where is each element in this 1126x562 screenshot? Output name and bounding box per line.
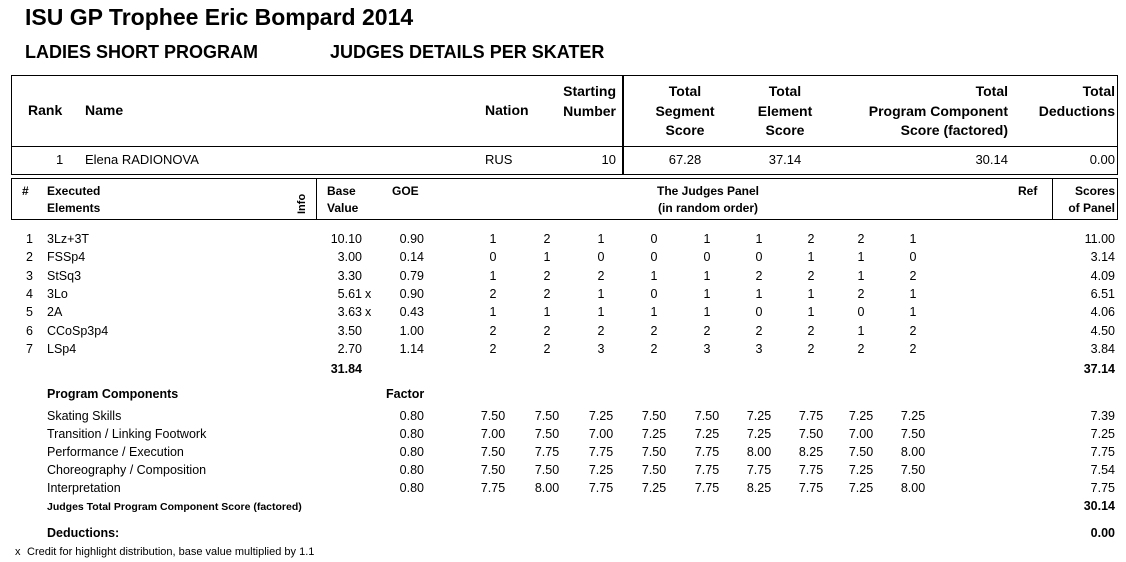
element-base-value: 2.70: [337, 341, 362, 356]
skater-rank: 1: [56, 152, 64, 167]
element-number: 2: [26, 250, 33, 265]
element-number: 3: [26, 268, 33, 283]
element-panel-score: 4.06: [1090, 305, 1115, 320]
judge-mark: 2: [489, 323, 497, 338]
header-scores-of-panel: Scores of Panel: [1068, 184, 1115, 215]
footnote-mark: x: [15, 546, 21, 558]
element-goe: 0.79: [399, 268, 424, 283]
element-base-value: 3.00: [337, 250, 362, 265]
element-number: 6: [26, 323, 33, 338]
judge-mark: 1: [807, 286, 815, 301]
divider-scores: [1052, 178, 1053, 220]
segment-title: LADIES SHORT PROGRAM: [25, 42, 259, 62]
judge-mark: 7.00: [480, 427, 506, 442]
header-tes: Total Element Score: [757, 83, 813, 138]
report-title: JUDGES DETAILS PER SKATER: [330, 42, 605, 62]
element-panel-score: 11.00: [1084, 232, 1115, 246]
element-name: StSq3: [47, 268, 82, 283]
element-goe: 0.90: [399, 286, 424, 301]
judge-mark: 1: [489, 305, 497, 320]
judge-mark: 1: [489, 268, 497, 283]
base-value-total: 31.84: [330, 362, 362, 376]
judge-mark: 2: [857, 341, 865, 356]
component-panel-score: 7.25: [1090, 427, 1115, 442]
judge-mark: 2: [909, 341, 917, 356]
header-deductions: Total Deductions: [1038, 83, 1115, 119]
element-base-value: 3.30: [337, 268, 362, 283]
judge-mark: 2: [650, 323, 658, 338]
judge-mark: 7.75: [798, 481, 824, 496]
judge-mark: 2: [755, 268, 763, 283]
judge-mark: 1: [909, 286, 917, 301]
element-x-mark: x: [365, 286, 372, 301]
judge-mark: 2: [543, 341, 551, 356]
judge-mark: 1: [597, 305, 605, 320]
judge-mark: 1: [650, 305, 658, 320]
header-name: Name: [85, 102, 124, 118]
judge-mark: 2: [755, 323, 763, 338]
judge-mark: 2: [597, 323, 605, 338]
judge-mark: 7.25: [641, 481, 667, 496]
elements-score-total: 37.14: [1083, 362, 1115, 376]
judge-mark: 2: [807, 232, 815, 246]
judge-mark: 7.50: [534, 463, 560, 478]
element-goe: 0.90: [399, 232, 424, 246]
judge-mark: 2: [543, 323, 551, 338]
judge-mark: 1: [909, 232, 917, 246]
judge-mark: 7.75: [694, 481, 720, 496]
footnote-text: Credit for highlight distribution, base value multiplied by 1.1: [27, 546, 315, 558]
judge-mark: 7.75: [798, 463, 824, 478]
element-goe: 0.14: [399, 250, 424, 265]
header-pcs: Total Program Component Score (factored): [868, 83, 1008, 138]
component-name: Performance / Execution: [47, 445, 184, 460]
component-panel-score: 7.39: [1090, 409, 1115, 423]
judge-mark: 1: [543, 250, 551, 265]
judge-mark: 7.25: [848, 409, 874, 423]
judge-mark: 2: [909, 268, 917, 283]
judge-mark: 2: [650, 341, 658, 356]
component-panel-score: 7.75: [1090, 445, 1115, 460]
judge-mark: 7.50: [641, 445, 667, 460]
judge-mark: 0: [703, 250, 711, 265]
judge-mark: 2: [543, 268, 551, 283]
judge-mark: 1: [703, 232, 711, 246]
element-number: 5: [26, 305, 33, 320]
judge-mark: 2: [543, 232, 551, 246]
judge-mark: 8.25: [746, 481, 772, 496]
component-factor: 0.80: [399, 463, 424, 478]
judge-mark: 7.25: [746, 409, 772, 423]
element-goe: 1.00: [399, 323, 424, 338]
component-name: Transition / Linking Footwork: [47, 427, 207, 442]
judge-mark: 1: [489, 232, 497, 246]
element-name: 3Lo: [47, 286, 68, 301]
judge-mark: 2: [909, 323, 917, 338]
judge-mark: 2: [543, 286, 551, 301]
judge-mark: 7.50: [641, 463, 667, 478]
judge-mark: 7.75: [798, 409, 824, 423]
header-nation: Nation: [485, 102, 529, 118]
judge-mark: 7.50: [534, 427, 560, 442]
judge-mark: 0: [650, 286, 658, 301]
judge-mark: 1: [597, 286, 605, 301]
judge-mark: 0: [857, 305, 865, 320]
judge-mark: 2: [857, 232, 865, 246]
judge-mark: 7.50: [534, 409, 560, 423]
element-number: 1: [26, 232, 33, 246]
judge-mark: 2: [807, 341, 815, 356]
deductions-label: Deductions:: [47, 526, 120, 540]
element-base-value: 3.50: [337, 323, 362, 338]
judge-mark: 7.25: [746, 427, 772, 442]
element-panel-score: 3.14: [1090, 250, 1115, 265]
judge-mark: 0: [597, 250, 605, 265]
judge-mark: 1: [755, 232, 763, 246]
element-x-mark: x: [365, 305, 372, 320]
skater-start-number: 10: [601, 152, 616, 167]
skater-tes: 37.14: [768, 152, 802, 167]
header-num: #: [22, 184, 29, 198]
judge-mark: 7.25: [848, 463, 874, 478]
judge-mark: 0: [489, 250, 497, 265]
event-title: ISU GP Trophee Eric Bompard 2014: [25, 4, 414, 30]
header-starting-number: Starting Number: [563, 83, 616, 119]
skater-tss: 67.28: [668, 152, 702, 167]
judge-mark: 1: [703, 268, 711, 283]
element-name: LSp4: [47, 341, 77, 356]
judge-mark: 7.00: [848, 427, 874, 442]
judge-mark: 7.50: [900, 463, 926, 478]
judge-mark: 2: [857, 286, 865, 301]
judge-mark: 7.25: [588, 409, 614, 423]
judge-mark: 1: [650, 268, 658, 283]
judge-mark: 7.50: [848, 445, 874, 460]
judge-mark: 0: [909, 250, 917, 265]
judge-mark: 7.25: [900, 409, 926, 423]
element-panel-score: 4.50: [1090, 323, 1115, 338]
judge-mark: 7.50: [798, 427, 824, 442]
element-base-value: 5.61: [337, 286, 362, 301]
judge-mark: 7.25: [641, 427, 667, 442]
judge-mark: 2: [807, 323, 815, 338]
skater-pcs: 30.14: [975, 152, 1008, 167]
component-factor: 0.80: [399, 481, 424, 496]
pcs-total-value: 30.14: [1083, 499, 1115, 513]
judge-mark: 1: [543, 305, 551, 320]
judge-mark: 7.75: [588, 481, 614, 496]
judge-mark: 7.75: [588, 445, 614, 460]
header-rank: Rank: [28, 102, 63, 118]
component-panel-score: 7.75: [1090, 481, 1115, 496]
skater-nation: RUS: [485, 152, 513, 167]
header-base-value: Base Value: [327, 184, 359, 215]
component-name: Skating Skills: [47, 409, 122, 423]
judge-mark: 1: [703, 305, 711, 320]
judge-mark: 7.25: [694, 427, 720, 442]
judge-mark: 7.50: [900, 427, 926, 442]
judge-mark: 7.50: [480, 463, 506, 478]
judge-mark: 7.50: [480, 445, 506, 460]
judge-mark: 8.00: [746, 445, 772, 460]
judge-mark: 8.00: [534, 481, 560, 496]
element-panel-score: 3.84: [1090, 341, 1115, 356]
element-name: FSSp4: [47, 250, 86, 265]
component-factor: 0.80: [399, 409, 424, 423]
judge-mark: 0: [650, 250, 658, 265]
header-judges-panel: The Judges Panel (in random order): [656, 184, 760, 215]
header-goe: GOE: [392, 184, 419, 198]
judge-mark: 7.50: [641, 409, 667, 423]
judge-mark: 1: [807, 250, 815, 265]
element-name: 2A: [47, 305, 63, 320]
judge-mark: 3: [703, 341, 711, 356]
element-goe: 0.43: [399, 305, 424, 320]
judge-mark: 3: [597, 341, 605, 356]
component-panel-score: 7.54: [1090, 463, 1115, 478]
element-number: 7: [26, 341, 33, 356]
skater-name: Elena RADIONOVA: [85, 152, 199, 167]
judge-mark: 7.75: [746, 463, 772, 478]
judge-mark: 7.50: [480, 409, 506, 423]
judge-mark: 1: [857, 250, 865, 265]
judge-mark: 1: [597, 232, 605, 246]
element-name: CCoSp3p4: [47, 323, 109, 338]
element-name: 3Lz+3T: [47, 232, 90, 246]
header-info: Info: [296, 193, 308, 214]
judge-mark: 0: [650, 232, 658, 246]
element-goe: 1.14: [399, 341, 424, 356]
component-factor: 0.80: [399, 427, 424, 442]
element-panel-score: 6.51: [1090, 286, 1115, 301]
judge-mark: 8.00: [900, 445, 926, 460]
judge-mark: 8.25: [798, 445, 824, 460]
judge-mark: 7.75: [694, 463, 720, 478]
header-tss: Total Segment Score: [655, 83, 715, 138]
skater-deductions: 0.00: [1089, 152, 1115, 167]
judge-mark: 2: [807, 268, 815, 283]
judge-mark: 7.75: [534, 445, 560, 460]
judge-mark: 7.25: [848, 481, 874, 496]
judge-mark: 1: [755, 286, 763, 301]
element-base-value: 10.10: [330, 232, 362, 246]
judge-mark: 1: [909, 305, 917, 320]
judge-mark: 1: [857, 323, 865, 338]
judge-mark: 0: [755, 305, 763, 320]
component-name: Choreography / Composition: [47, 463, 207, 478]
program-components-title: Program Components: [47, 387, 179, 401]
component-name: Interpretation: [47, 481, 121, 496]
judge-mark: 7.25: [588, 463, 614, 478]
judge-mark: 2: [703, 323, 711, 338]
judge-mark: 7.75: [480, 481, 506, 496]
judge-mark: 8.00: [900, 481, 926, 496]
summary-divider: [11, 146, 1118, 147]
judge-mark: 2: [489, 341, 497, 356]
deductions-value: 0.00: [1090, 526, 1115, 540]
judge-mark: 0: [755, 250, 763, 265]
divider-base: [316, 178, 317, 220]
judge-mark: 1: [807, 305, 815, 320]
element-base-value: 3.63: [337, 305, 362, 320]
judge-mark: 2: [489, 286, 497, 301]
component-factor: 0.80: [399, 445, 424, 460]
element-panel-score: 4.09: [1090, 268, 1115, 283]
judge-mark: 1: [703, 286, 711, 301]
element-number: 4: [26, 286, 33, 301]
judge-mark: 7.75: [694, 445, 720, 460]
factor-header: Factor: [386, 387, 425, 401]
judge-mark: 1: [857, 268, 865, 283]
header-executed: Executed Elements: [47, 184, 101, 215]
pcs-total-label: Judges Total Program Component Score (factored): [47, 501, 302, 513]
judge-mark: 7.50: [694, 409, 720, 423]
summary-vertical-divider: [622, 75, 624, 175]
judge-mark: 3: [755, 341, 763, 356]
judge-mark: 2: [597, 268, 605, 283]
header-ref: Ref: [1018, 184, 1038, 198]
elements-header-box: [11, 178, 1118, 220]
judge-mark: 7.00: [588, 427, 614, 442]
